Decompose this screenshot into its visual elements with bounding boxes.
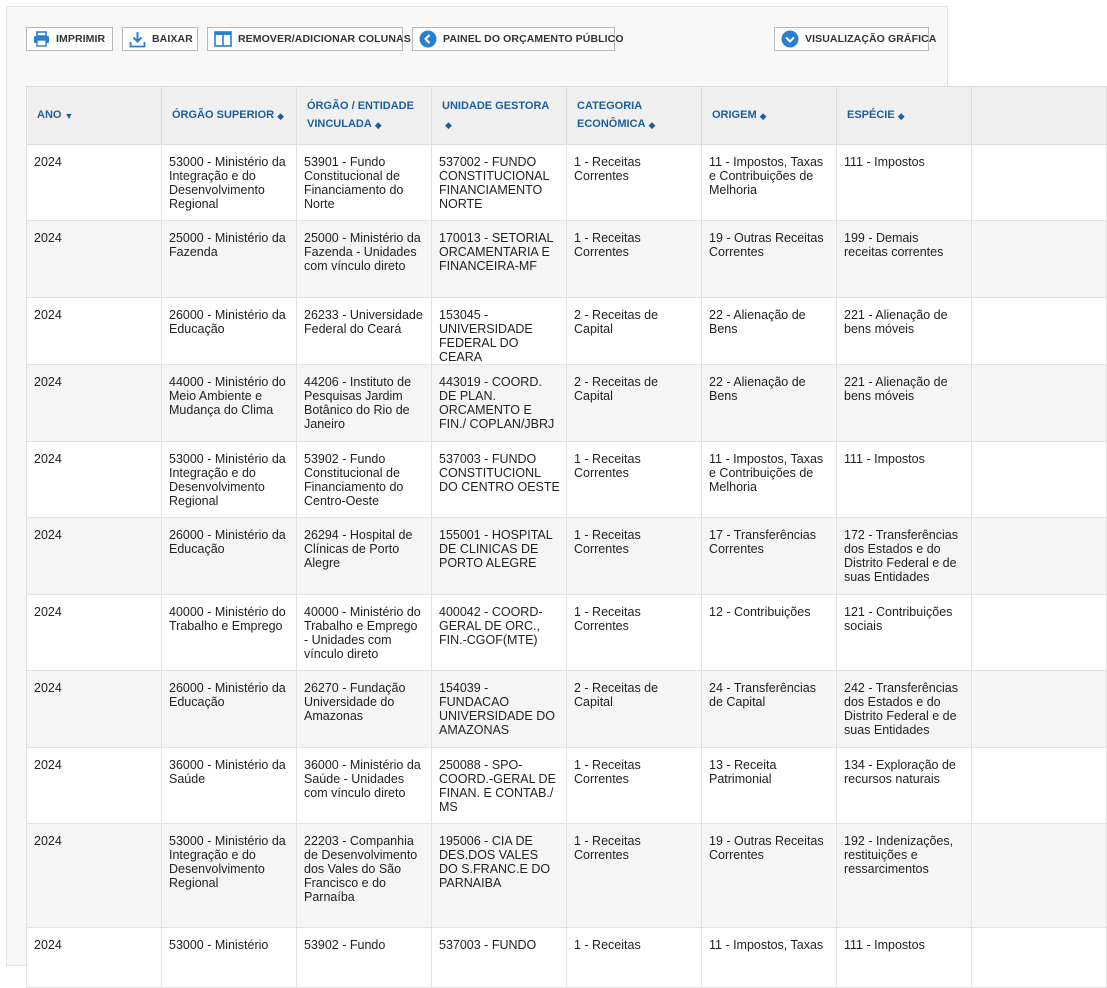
table-cell [972, 595, 1107, 671]
column-header-unidade-gestora[interactable]: UNIDADE GESTORA◆ [432, 87, 567, 145]
content-panel [6, 6, 958, 966]
table-cell: 155001 - HOSPITAL DE CLINICAS DE PORTO ALEGRE [432, 518, 567, 595]
table-row [27, 824, 1107, 928]
budget-panel-label: PAINEL DO ORÇAMENTO PÚBLICO [443, 33, 624, 45]
table-cell: 11 - Impostos, Taxas [702, 928, 837, 988]
table-cell: 26000 - Ministério da Educação [162, 671, 297, 748]
table-cell: 53901 - Fundo Constitucional de Financiamento do Norte [297, 145, 432, 221]
column-header-ano[interactable]: ANO ▼ [27, 87, 162, 145]
table-cell: 53000 - Ministério [162, 928, 297, 988]
table-cell [972, 145, 1107, 221]
table-row [27, 748, 1107, 824]
table-cell: 25000 - Ministério da Fazenda - Unidades com vínculo direto [297, 221, 432, 298]
sort-icon: ◆ [648, 119, 656, 130]
table-cell: 2024 [27, 221, 162, 298]
columns-button[interactable] [207, 27, 411, 51]
sort-icon: ◆ [897, 110, 905, 121]
table-cell: 13 - Receita Patrimonial [702, 748, 837, 824]
table-row [27, 145, 1107, 221]
table-cell [972, 824, 1107, 928]
table-cell: 111 - Impostos [837, 442, 972, 518]
download-button[interactable] [122, 27, 198, 51]
table-row [27, 595, 1107, 671]
table-cell: 26270 - Fundação Universidade do Amazonas [297, 671, 432, 748]
download-label: BAIXAR [152, 33, 193, 45]
table-cell: 153045 - UNIVERSIDADE FEDERAL DO CEARA [432, 298, 567, 365]
table-cell: 1 - Receitas Correntes [567, 518, 702, 595]
chart-view-label: VISUALIZAÇÃO GRÁFICA [805, 33, 937, 45]
columns-label: REMOVER/ADICIONAR COLUNAS [238, 33, 411, 45]
table-cell: 134 - Exploração de recursos naturais [837, 748, 972, 824]
sort-icon: ◆ [277, 110, 284, 121]
printer-icon [33, 30, 50, 48]
table-cell: 1 - Receitas Correntes [567, 595, 702, 671]
table-cell: 22 - Alienação de Bens [702, 365, 837, 442]
table-cell: 199 - Demais receitas correntes [837, 221, 972, 298]
chart-view-button[interactable] [774, 27, 937, 51]
revenue-table [26, 86, 1107, 988]
table-cell: 1 - Receitas Correntes [567, 442, 702, 518]
table-cell [972, 671, 1107, 748]
table-cell: 11 - Impostos, Taxas e Contribuições de Melhoria [702, 442, 837, 518]
table-cell: 26294 - Hospital de Clínicas de Porto Alegre [297, 518, 432, 595]
table-cell: 26000 - Ministério da Educação [162, 518, 297, 595]
table-cell: 12 - Contribuições [702, 595, 837, 671]
column-header-extra [972, 87, 1107, 145]
table-cell: 537002 - FUNDO CONSTITUCIONAL FINANCIAMENTO NORTE [432, 145, 567, 221]
table-cell: 221 - Alienação de bens móveis [837, 298, 972, 365]
table-cell: 537003 - FUNDO CONSTITUCIONL DO CENTRO OESTE [432, 442, 567, 518]
table-cell: 53000 - Ministério da Integração e do Desenvolvimento Regional [162, 442, 297, 518]
revenue-table-wrapper [26, 86, 958, 986]
table-cell [972, 928, 1107, 988]
table-cell: 400042 - COORD-GERAL DE ORC., FIN.-CGOF(MTE) [432, 595, 567, 671]
table-cell [972, 365, 1107, 442]
table-cell [972, 442, 1107, 518]
table-cell: 25000 - Ministério da Fazenda [162, 221, 297, 298]
table-cell: 1 - Receitas Correntes [567, 145, 702, 221]
table-cell: 26233 - Universidade Federal do Ceará [297, 298, 432, 365]
column-header-origem[interactable]: ORIGEM ◆ [702, 87, 837, 145]
print-button[interactable] [26, 27, 113, 51]
table-cell: 22 - Alienação de Bens [702, 298, 837, 365]
table-cell: 221 - Alienação de bens móveis [837, 365, 972, 442]
table-cell: 2024 [27, 671, 162, 748]
table-cell: 53902 - Fundo Constitucional de Financiamento do Centro-Oeste [297, 442, 432, 518]
table-cell: 11 - Impostos, Taxas e Contribuições de Melhoria [702, 145, 837, 221]
column-header-categoria[interactable]: CATEGORIA ECONÔMICA ◆ [567, 87, 702, 145]
table-cell: 2024 [27, 824, 162, 928]
table-cell: 2024 [27, 928, 162, 988]
table-cell: 537003 - FUNDO [432, 928, 567, 988]
table-cell [972, 221, 1107, 298]
table-cell: 2024 [27, 365, 162, 442]
table-cell: 36000 - Ministério da Saúde [162, 748, 297, 824]
table-cell: 2 - Receitas de Capital [567, 671, 702, 748]
table-cell: 2024 [27, 298, 162, 365]
table-cell: 19 - Outras Receitas Correntes [702, 221, 837, 298]
table-row [27, 671, 1107, 748]
table-cell: 121 - Contribuições sociais [837, 595, 972, 671]
column-header-orgao-entidade[interactable]: ÓRGÃO / ENTIDADE VINCULADA ◆ [297, 87, 432, 145]
table-cell: 172 - Transferências dos Estados e do Distrito Federal e de suas Entidades [837, 518, 972, 595]
table-cell: 2 - Receitas de Capital [567, 298, 702, 365]
table-cell [972, 298, 1107, 365]
chevron-left-circle-icon [419, 30, 437, 48]
sort-icon: ◆ [759, 110, 767, 121]
table-row [27, 221, 1107, 298]
sort-icon: ◆ [445, 119, 452, 130]
table-cell: 24 - Transferências de Capital [702, 671, 837, 748]
table-row [27, 518, 1107, 595]
table-cell: 192 - Indenizações, restituições e ressarcimentos [837, 824, 972, 928]
table-cell: 1 - Receitas Correntes [567, 824, 702, 928]
column-header-especie[interactable]: ESPÉCIE ◆ [837, 87, 972, 145]
table-cell: 250088 - SPO-COORD.-GERAL DE FINAN. E CONTAB./ MS [432, 748, 567, 824]
column-header-orgao-superior[interactable]: ÓRGÃO SUPERIOR ◆ [162, 87, 297, 145]
table-cell: 242 - Transferências dos Estados e do Distrito Federal e de suas Entidades [837, 671, 972, 748]
table-cell: 2024 [27, 442, 162, 518]
table-cell: 1 - Receitas Correntes [567, 748, 702, 824]
table-cell: 17 - Transferências Correntes [702, 518, 837, 595]
table-cell: 111 - Impostos [837, 145, 972, 221]
table-cell: 40000 - Ministério do Trabalho e Emprego - Unidades com vínculo direto [297, 595, 432, 671]
table-cell: 2024 [27, 595, 162, 671]
print-label: IMPRIMIR [56, 33, 106, 45]
table-cell: 2 - Receitas de Capital [567, 365, 702, 442]
table-body [27, 145, 1107, 988]
table-row [27, 365, 1107, 442]
table-cell: 443019 - COORD. DE PLAN. ORCAMENTO E FIN./ COPLAN/JBRJ [432, 365, 567, 442]
sort-icon: ◆ [374, 119, 382, 130]
toolbar [26, 27, 937, 53]
table-row [27, 442, 1107, 518]
table-row [27, 298, 1107, 365]
table-cell: 2024 [27, 748, 162, 824]
download-icon [129, 30, 146, 48]
sort-desc-icon: ▼ [64, 110, 74, 121]
table-row [27, 928, 1107, 988]
table-cell: 44000 - Ministério do Meio Ambiente e Mudança do Clima [162, 365, 297, 442]
table-cell: 111 - Impostos [837, 928, 972, 988]
table-cell: 1 - Receitas Correntes [567, 221, 702, 298]
table-cell: 40000 - Ministério do Trabalho e Emprego [162, 595, 297, 671]
budget-panel-button[interactable] [412, 27, 624, 51]
table-cell: 195006 - CIA DE DES.DOS VALES DO S.FRANC.E DO PARNAIBA [432, 824, 567, 928]
table-cell: 2024 [27, 518, 162, 595]
table-cell [972, 748, 1107, 824]
table-cell: 22203 - Companhia de Desenvolvimento dos Vales do São Francisco e do Parnaíba [297, 824, 432, 928]
table-cell: 53902 - Fundo [297, 928, 432, 988]
table-cell: 19 - Outras Receitas Correntes [702, 824, 837, 928]
chevron-down-circle-icon [781, 30, 799, 48]
columns-icon [214, 30, 232, 48]
table-cell: 154039 - FUNDACAO UNIVERSIDADE DO AMAZONAS [432, 671, 567, 748]
table-cell: 53000 - Ministério da Integração e do Desenvolvimento Regional [162, 145, 297, 221]
table-header-row [27, 87, 1107, 145]
table-cell: 26000 - Ministério da Educação [162, 298, 297, 365]
table-cell: 1 - Receitas [567, 928, 702, 988]
table-cell: 2024 [27, 145, 162, 221]
table-cell: 44206 - Instituto de Pesquisas Jardim Botânico do Rio de Janeiro [297, 365, 432, 442]
table-cell: 36000 - Ministério da Saúde - Unidades com vínculo direto [297, 748, 432, 824]
table-cell: 170013 - SETORIAL ORCAMENTARIA E FINANCEIRA-MF [432, 221, 567, 298]
table-cell [972, 518, 1107, 595]
table-cell: 53000 - Ministério da Integração e do Desenvolvimento Regional [162, 824, 297, 928]
